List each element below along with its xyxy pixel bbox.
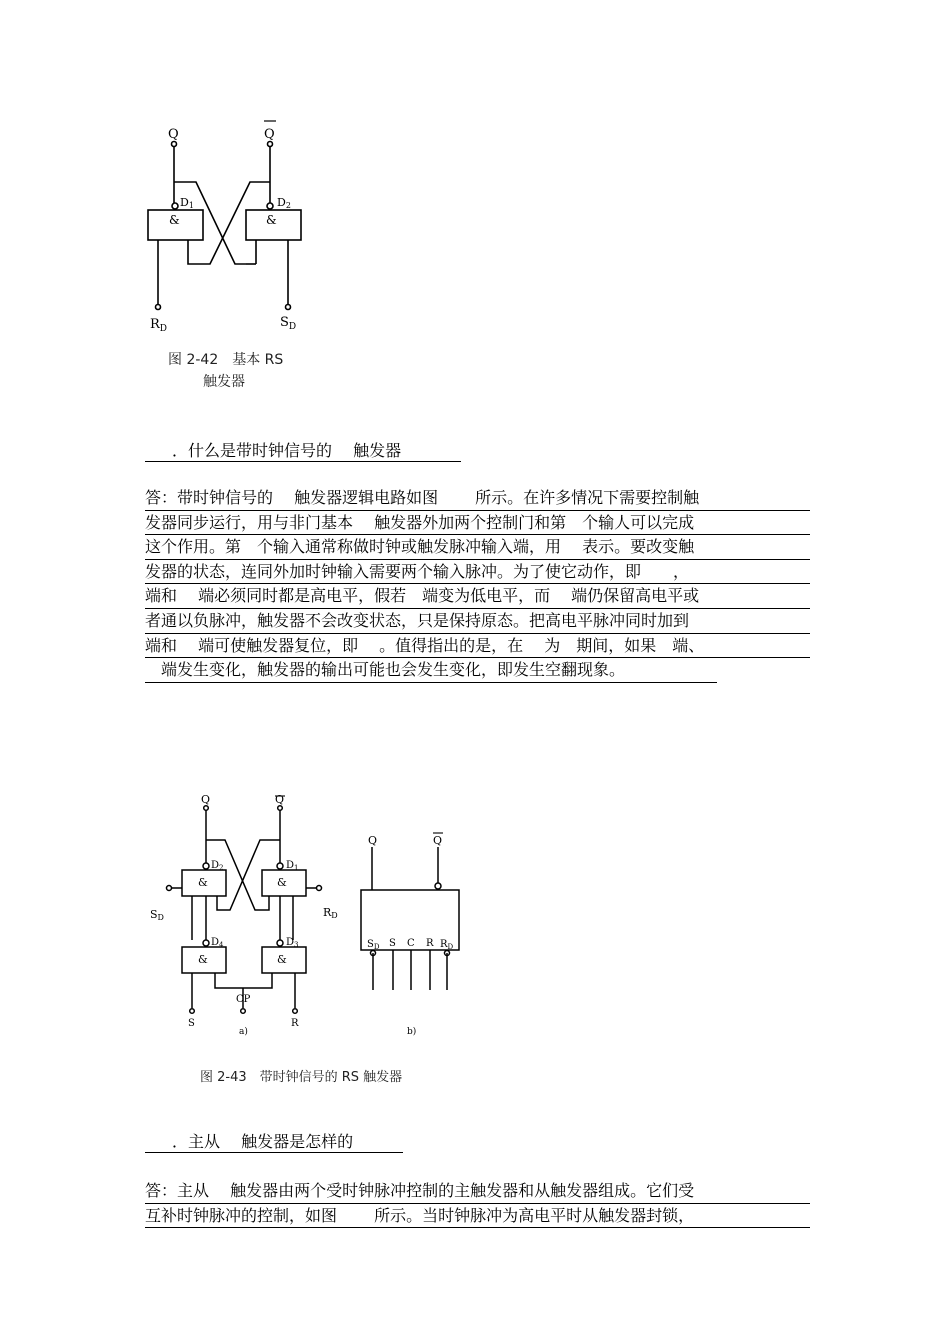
fig43a-gate1-symbol: & [277, 876, 287, 889]
fig42-q-label: Q [168, 127, 179, 142]
answer-line: 者通以负脉冲，触发器不会改变状态，只是保持原态。把高电平脉冲同时加到 [145, 609, 810, 634]
fig42-d1-label: D1 [180, 196, 194, 210]
answer-line: 答：带时钟信号的 触发器逻辑电路如图 所示。在许多情况下需要控制触 [145, 486, 810, 511]
figure-2-42-basic-rs-flipflop [140, 118, 310, 340]
fig42-sd-label: $S_D$ [280, 315, 297, 332]
answer-line: 答：主从 触发器由两个受时钟脉冲控制的主触发器和从触发器组成。它们受 [145, 1179, 810, 1204]
fig43a-r-label: R [291, 1018, 299, 1029]
fig43a-cp-label: CP [236, 994, 251, 1005]
section1-question: ．什么是带时钟信号的 触发器 [172, 441, 402, 460]
fig43a-d4-label: $D_4$ [211, 937, 224, 949]
fig43b-label: b) [407, 1027, 417, 1037]
answer-line: 发器的状态，连同外加时钟输入需要两个输入脉冲。为了使它动作，即 ， [145, 560, 810, 585]
fig42-gate1-symbol: & [169, 213, 180, 227]
fig43a-rd-label: RD [323, 906, 338, 920]
fig42-caption-line1: 图 2-42 基本 RS [168, 352, 284, 368]
fig42-caption-line2: 触发器 [203, 374, 245, 390]
fig42-d2-label: D2 [277, 196, 291, 210]
fig43b-pin-s: S [389, 938, 396, 949]
fig43-caption: 图 2-43 带时钟信号的 RS 触发器 [200, 1070, 403, 1085]
figure-2-43-clocked-rs-flipflop [145, 790, 465, 1045]
fig43a-gate2-symbol: & [198, 876, 208, 889]
answer-line: 互补时钟脉冲的控制，如图 所示。当时钟脉冲为高电平时从触发器封锁， [145, 1204, 810, 1229]
fig43b-qbar-label: Q [433, 834, 443, 847]
fig43a-d3-label: $D_3$ [286, 937, 299, 949]
answer-line: 发器同步运行，用与非门基本 触发器外加两个控制门和第 个输人可以完成 [145, 511, 810, 536]
answer-line: 这个作用。第 个输入通常称做时钟或触发脉冲输入端，用 表示。要改变触 [145, 535, 810, 560]
section1-answer [145, 486, 810, 683]
section2-question: ．主从 触发器是怎样的 [172, 1132, 354, 1151]
section1-question-underline [145, 461, 461, 462]
fig43b-pin-c: C [407, 938, 415, 949]
fig43a-s-label: S [188, 1018, 195, 1029]
fig43b-pin-rd: $R_D$ [440, 939, 454, 951]
section2-question-underline [145, 1152, 403, 1153]
fig43b-pin-sd: $S_D$ [367, 939, 380, 951]
answer-line: 端和 端可使触发器复位，即 。值得指出的是，在 为 期间，如果 端、 [145, 634, 810, 659]
fig43a-gate4-symbol: & [198, 953, 208, 966]
fig43b-pin-r: R [426, 938, 434, 949]
fig43a-d1-label: $D_1$ [286, 860, 299, 872]
fig42-qbar-label: Q [264, 127, 275, 142]
fig42-gate2-symbol: & [266, 213, 277, 227]
fig42-rd-label: $R_D$ [150, 317, 168, 334]
fig43a-q-label: Q [201, 793, 211, 806]
fig43b-q-label: Q [368, 834, 378, 847]
fig43a-d2-label: $D_2$ [211, 860, 224, 872]
fig43a-qbar-label: Q [275, 793, 285, 806]
fig43a-label: a) [239, 1027, 248, 1037]
answer-line: 端和 端必须同时都是高电平，假若 端变为低电平，而 端仍保留高电平或 [145, 584, 810, 609]
fig43a-gate3-symbol: & [277, 953, 287, 966]
answer-line: 端发生变化，触发器的输出可能也会发生变化，即发生空翻现象。 [145, 658, 717, 683]
fig43a-sd-label: SD [150, 908, 164, 922]
section2-answer [145, 1179, 810, 1228]
